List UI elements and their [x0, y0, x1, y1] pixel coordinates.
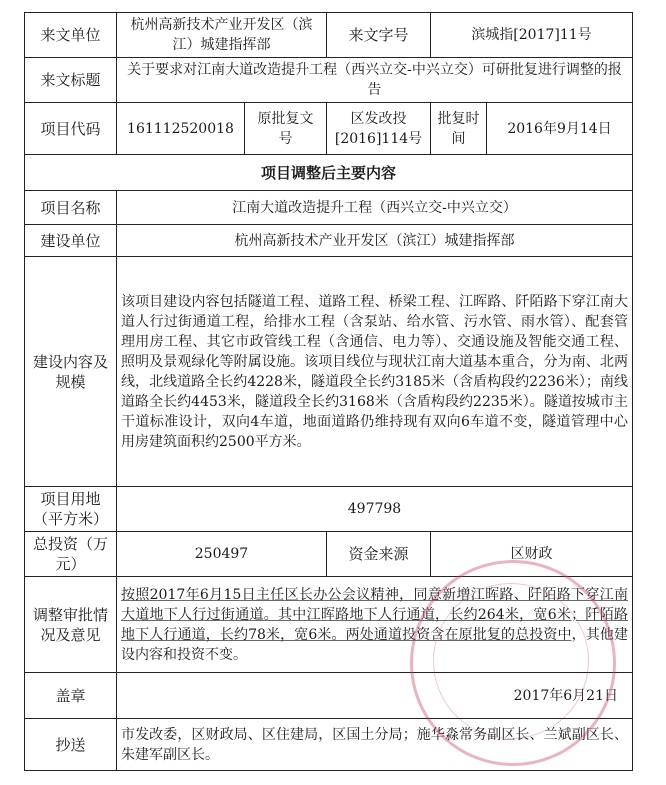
- value-doc-number: 滨城指[2017]11号: [431, 13, 633, 58]
- row-scope: [25, 257, 633, 487]
- row-investment: [25, 532, 633, 577]
- label-land: 项目用地（平方米）: [25, 487, 117, 532]
- row-cc: [25, 719, 633, 771]
- row-section-title: [25, 155, 633, 191]
- label-cc: 抄送: [25, 719, 117, 771]
- value-scope: 该项目建设内容包括隧道工程、道路工程、桥梁工程、江晖路、阡陌路下穿江南大道人行过街通道工程，给排水工程（含泵站、给水管、污水管、雨水管）、配套管理用房工程、其它市政管线工程（含通信、电力等）、交通设施及智能交通工程、照明及景观绿化等附属设施。该项目线位与现状江南大道基本重合，分为南、北两线，北线道路全长约4228米，隧道段全长约3185米（含盾构段约2236米）；南线道路全长约4453米，隧道段全长约3168米（含盾构段约2235米）。隧道按城市主干道标准设计，双向4车道，地面道路仍维持现有双向6车道不变，隧道管理中心用房建筑面积约2500平方米。: [117, 257, 633, 487]
- row-land: [25, 487, 633, 532]
- value-fund-source: 区财政: [431, 532, 633, 577]
- label-original-approval-no: 原批复文 号: [245, 103, 327, 155]
- row-source-unit: [25, 13, 633, 58]
- label-project-name: 项目名称: [25, 191, 117, 225]
- label-doc-number: 来文字号: [327, 13, 431, 58]
- value-land: 497798: [117, 487, 633, 532]
- value-seal-date: 2017年6月21日: [117, 673, 633, 719]
- label-investment: 总投资（万元）: [25, 532, 117, 577]
- value-builder: 杭州高新技术产业开发区（滨江）城建指挥部: [117, 225, 633, 257]
- label-seal: [25, 673, 117, 719]
- label-fund-source: 资金来源: [327, 532, 431, 577]
- value-project-name: 江南大道改造提升工程（西兴立交-中兴立交）: [117, 191, 633, 225]
- row-project-name: [25, 191, 633, 225]
- seal-label: 盖章: [55, 686, 86, 705]
- value-project-code: 161112520018: [117, 103, 245, 155]
- label-project-code: 项目代码: [25, 103, 117, 155]
- value-approval-date: 2016年9月14日: [487, 103, 633, 155]
- label-builder: 建设单位: [25, 225, 117, 257]
- value-opinion: [117, 577, 633, 673]
- value-doc-title: 关于要求对江南大道改造提升工程（西兴立交-中兴立交）可研批复进行调整的报告: [117, 58, 633, 103]
- label-doc-title: 来文标题: [25, 58, 117, 103]
- label-opinion: 调整审批情况及意见: [25, 577, 117, 673]
- row-seal: [25, 673, 633, 719]
- row-title: [25, 58, 633, 103]
- row-builder: [25, 225, 633, 257]
- approval-form: [24, 12, 633, 771]
- value-investment: 250497: [117, 532, 327, 577]
- label-source-unit: 来文单位: [25, 13, 117, 58]
- row-project-code: [25, 103, 633, 155]
- label-approval-date: 批复时间: [431, 103, 487, 155]
- row-opinion: [25, 577, 633, 673]
- opinion-tail-text: ，其他建设内容和投资不变。: [121, 626, 628, 663]
- value-original-approval-no: 区发改投[2016]114号: [327, 103, 431, 155]
- label-scope: 建设内容及规模: [25, 257, 117, 487]
- value-cc: 市发改委，区财政局、区住建局，区国土分局；施华淼常务副区长、兰斌副区长、朱建军副区长。: [117, 719, 633, 771]
- opinion-main-text: 按照2017年6月15日主任区长办公会议精神，同意新增江晖路、阡陌路下穿江南大道地下人行过街通道。其中江晖路地下人行通道，长约264米，宽6米；阡陌路地下人行通道，长约78米，宽6米。两处通道投资含在原批复的总投资中: [121, 586, 628, 643]
- value-source-unit: 杭州高新技术产业开发区（滨江）城建指挥部: [117, 13, 327, 58]
- section-title: 项目调整后主要内容: [25, 155, 633, 191]
